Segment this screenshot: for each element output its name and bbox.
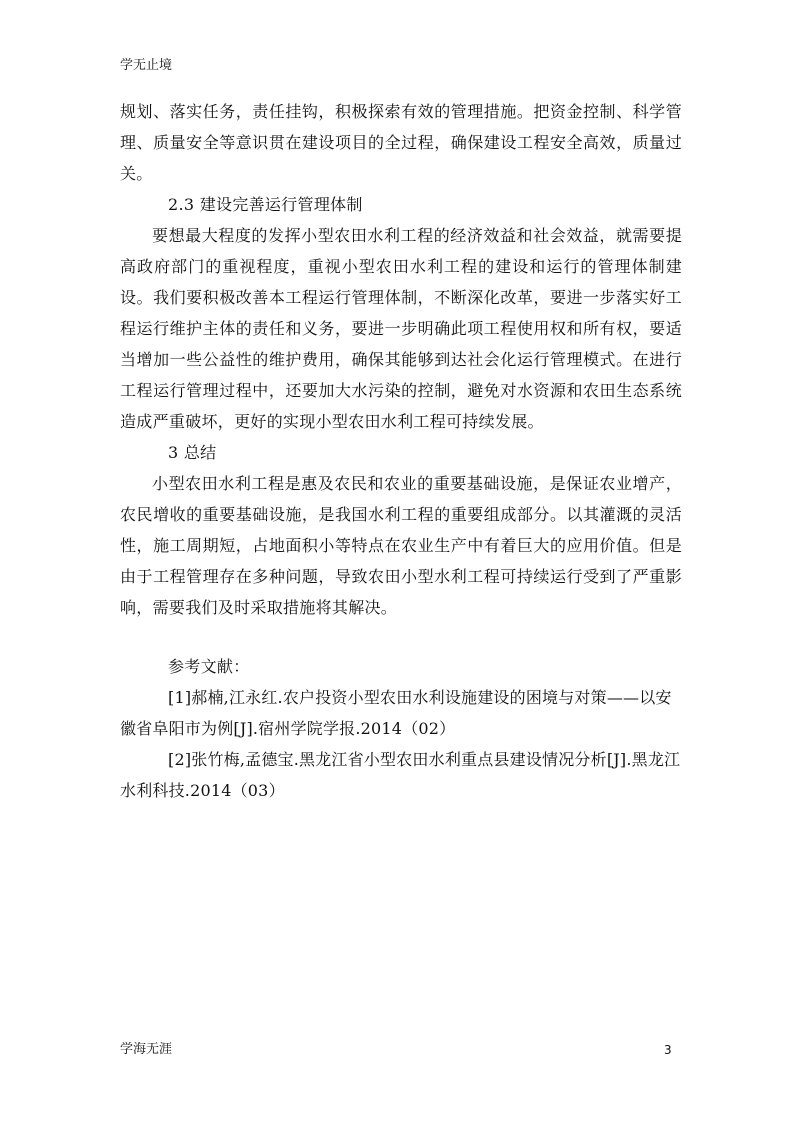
page-number: 3 bbox=[664, 1043, 672, 1057]
paragraph-summary: 小型农田水利工程是惠及农民和农业的重要基础设施，是保证农业增产，农民增收的重要基础设施，是我国水利工程的重要组成部分。以其灌溉的灵活性，施工周期短，占地面积小等特点在农业生产中有着巨大的应用价值。但是由于工程管理存在多种问题，导致农田小型水利工程可持续运行受到了严重影响，需要我们及时采取措施将其解决。 bbox=[120, 474, 682, 617]
section-heading-2-3: 2.3 建设完善运行管理体制 bbox=[168, 195, 363, 214]
paragraph-management-system: 要想最大程度的发挥小型农田水利工程的经济效益和社会效益，就需要提高政府部门的重视程度，重视小型农田水利工程的建设和运行的管理体制建设。我们要积极改善本工程运行管理体制，不断深化改革，要进一步落实好工程运行维护主体的责任和义务，要进一步明确此项工程使用权和所有权，要适当增加一些公益性的维护费用，确保其能够到达社会化运行管理模式。在进行工程运行管理过程中，还要加大水污染的控制，避免对水资源和农田生态系统造成严重破坏，更好的实现小型农田水利工程可持续发展。 bbox=[120, 226, 682, 431]
page-footer-text: 学海无涯 bbox=[120, 1042, 173, 1057]
reference-item-2: [2]张竹梅,孟德宝.黑龙江省小型农田水利重点县建设情况分析[J].黑龙江水利科技.2014（03） bbox=[120, 750, 681, 800]
document-body bbox=[120, 96, 682, 806]
page-header: 学无止境 bbox=[120, 58, 173, 73]
paragraph-continuation: 规划、落实任务，责任挂钩，积极探索有效的管理措施。把资金控制、科学管理、质量安全等意识贯在建设项目的全过程，确保建设工程安全高效，质量过关。 bbox=[120, 102, 682, 183]
references-title: 参考文献： bbox=[168, 657, 250, 676]
reference-item-1: [1]郝楠,江永红.农户投资小型农田水利设施建设的困境与对策——以安徽省阜阳市为例[J].宿州学院学报.2014（02） bbox=[120, 688, 672, 738]
section-heading-3: 3 总结 bbox=[168, 443, 217, 462]
